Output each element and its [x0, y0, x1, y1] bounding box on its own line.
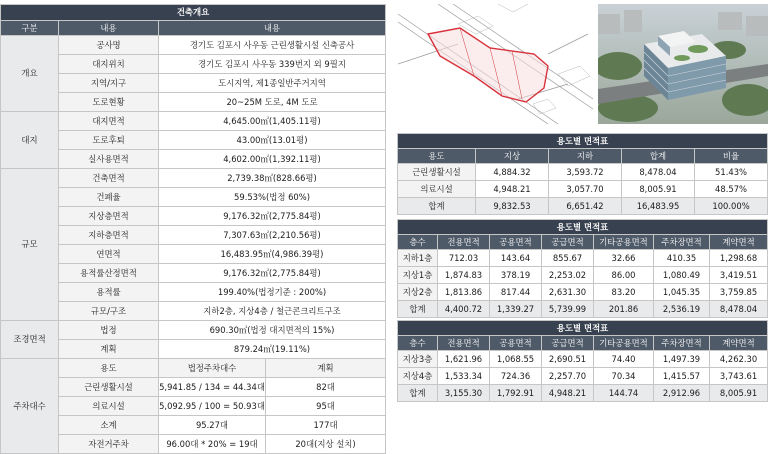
cell: 712.03	[438, 250, 490, 267]
total-row	[398, 385, 768, 402]
cell: 817.44	[490, 284, 542, 301]
row-value: 690.30㎡(법정 대지면적의 15%)	[159, 321, 386, 340]
cell: 4,948.21	[476, 181, 549, 198]
header-cell: 층수	[398, 235, 438, 250]
total-row	[398, 301, 768, 318]
cell: 1,792.91	[490, 385, 542, 402]
header-cell: 계약면적	[710, 235, 768, 250]
table-row	[398, 284, 768, 301]
cell: 74.40	[594, 351, 654, 368]
section-parking: 주차대수	[1, 359, 59, 454]
header-cell: 전용면적	[438, 336, 490, 351]
cell: 201.86	[594, 301, 654, 318]
row-value: 9,176.32㎡(2,775.84평)	[159, 207, 386, 226]
section-site: 대지	[1, 112, 59, 169]
cell: 4,948.21	[542, 385, 594, 402]
table-row	[398, 267, 768, 284]
table-row	[398, 351, 768, 368]
cell: 410.35	[654, 250, 710, 267]
row-value: 7,307.63㎡(2,210.56평)	[159, 226, 386, 245]
header-cell: 지상	[476, 149, 549, 164]
cell: 1,813.86	[438, 284, 490, 301]
row-value: 879.24㎡(19.11%)	[159, 340, 386, 359]
cell: 8,478.04	[710, 301, 768, 318]
cell: 3,593.72	[549, 164, 622, 181]
col-header-item: 내용	[59, 21, 159, 36]
parking-row-label: 의료시설	[59, 397, 159, 416]
header-cell: 공급면적	[542, 235, 594, 250]
row-value: 4,602.00㎡(1,392.11평)	[159, 150, 386, 169]
cell: 6,651.42	[549, 198, 622, 215]
table-row	[398, 368, 768, 385]
row-value: 59.53%(법정 60%)	[159, 188, 386, 207]
row-label: 실사용면적	[59, 150, 159, 169]
total-row	[398, 198, 768, 215]
cell: 3,419.51	[710, 267, 768, 284]
parking-row-legal: 95.27대	[159, 416, 266, 435]
cell: 1,533.34	[438, 368, 490, 385]
row-label: 지하층면적	[59, 226, 159, 245]
cell: 8,005.91	[622, 181, 695, 198]
parking-row-legal: 5,092.95 / 100 = 50.93대	[159, 397, 266, 416]
cell: 86.00	[594, 267, 654, 284]
cell: 1,497.39	[654, 351, 710, 368]
header-cell: 공용면적	[490, 235, 542, 250]
cell: 1,415.57	[654, 368, 710, 385]
row-label: 건폐율	[59, 188, 159, 207]
row-value: 20~25M 도로, 4M 도로	[159, 93, 386, 112]
row-label: 의료시설	[398, 181, 476, 198]
col-header-section: 구분	[1, 21, 59, 36]
parking-row-label: 근린생활시설	[59, 378, 159, 397]
row-value: 9,176.32㎡(2,775.84평)	[159, 264, 386, 283]
cell: 1,621.96	[438, 351, 490, 368]
cell: 48.57%	[695, 181, 768, 198]
row-label: 용적률산정면적	[59, 264, 159, 283]
parking-row-plan: 177대	[266, 416, 386, 435]
parking-row-legal: 5,941.85 / 134 = 44.34대	[159, 378, 266, 397]
row-label: 용적률	[59, 283, 159, 302]
header-cell: 주차장면적	[654, 336, 710, 351]
cell: 3,057.70	[549, 181, 622, 198]
cell: 144.74	[594, 385, 654, 402]
row-value: 4,645.00㎡(1,405.11평)	[159, 112, 386, 131]
row-label: 공사명	[59, 36, 159, 55]
cell: 83.20	[594, 284, 654, 301]
header-cell: 지하	[549, 149, 622, 164]
row-value: 2,739.38㎡(828.66평)	[159, 169, 386, 188]
header-cell: 기타공용면적	[594, 336, 654, 351]
row-label: 대지위치	[59, 55, 159, 74]
header-cell: 주차장면적	[654, 235, 710, 250]
parking-row-legal: 96.00대 * 20% = 19대	[159, 435, 266, 454]
header-cell: 층수	[398, 336, 438, 351]
table-row	[398, 181, 768, 198]
row-value: 43.00㎡(13.01평)	[159, 131, 386, 150]
cell: 4,400.72	[438, 301, 490, 318]
total-label: 합계	[398, 301, 438, 318]
cell: 51.43%	[695, 164, 768, 181]
header-cell: 공급면적	[542, 336, 594, 351]
parking-row-label: 자전거주차	[59, 435, 159, 454]
cell: 70.34	[594, 368, 654, 385]
total-label: 합계	[398, 385, 438, 402]
cell: 5,739.99	[542, 301, 594, 318]
cell: 1,339.27	[490, 301, 542, 318]
header-cell: 합계	[622, 149, 695, 164]
row-label: 대지면적	[59, 112, 159, 131]
parking-header-label: 용도	[59, 359, 159, 378]
row-label: 지상2층	[398, 284, 438, 301]
header-cell: 기타공용면적	[594, 235, 654, 250]
header-cell: 전용면적	[438, 235, 490, 250]
area-by-floor-table-2	[397, 320, 768, 402]
area-by-floor-table-1	[397, 219, 768, 318]
parking-row-label: 소계	[59, 416, 159, 435]
row-label: 지상층면적	[59, 207, 159, 226]
cell: 2,257.70	[542, 368, 594, 385]
cell: 2,631.30	[542, 284, 594, 301]
row-label: 지상3층	[398, 351, 438, 368]
cell: 1,045.35	[654, 284, 710, 301]
parking-row-plan: 20대(지상 설치)	[266, 435, 386, 454]
row-label: 도로후퇴	[59, 131, 159, 150]
area-by-floor-1-title: 용도별 면적표	[398, 220, 768, 235]
overview-title: 건축개요	[1, 5, 386, 21]
cell: 4,262.30	[710, 351, 768, 368]
cell: 4,884.32	[476, 164, 549, 181]
cell: 378.19	[490, 267, 542, 284]
cell: 1,874.83	[438, 267, 490, 284]
row-label: 지하1층	[398, 250, 438, 267]
row-label: 지역/지구	[59, 74, 159, 93]
table-row	[398, 164, 768, 181]
cell: 16,483.95	[622, 198, 695, 215]
row-value: 16,483.95㎡(4,986.39평)	[159, 245, 386, 264]
cell: 1,080.49	[654, 267, 710, 284]
cell: 2,536.19	[654, 301, 710, 318]
section-scale: 규모	[1, 169, 59, 321]
col-header-content: 내용	[159, 21, 386, 36]
aerial-building-rendering	[598, 4, 768, 124]
cell: 9,832.53	[476, 198, 549, 215]
cell: 32.66	[594, 250, 654, 267]
row-label: 도로현황	[59, 93, 159, 112]
row-label: 연면적	[59, 245, 159, 264]
section-landscape: 조경면적	[1, 321, 59, 359]
cell: 3,759.85	[710, 284, 768, 301]
parking-row-plan: 82대	[266, 378, 386, 397]
row-value: 경기도 김포시 사우동 근린생활시설 신축공사	[159, 36, 386, 55]
cell: 2,253.02	[542, 267, 594, 284]
site-plan-map	[398, 4, 593, 124]
parking-header-legal: 법정주차대수	[159, 359, 266, 378]
row-label: 지상1층	[398, 267, 438, 284]
building-overview-table	[0, 4, 386, 454]
parking-row-plan: 95대	[266, 397, 386, 416]
area-by-use-title: 용도별 면적표	[398, 134, 768, 149]
cell: 100.00%	[695, 198, 768, 215]
row-value: 경기도 김포시 사우동 339번지 외 9필지	[159, 55, 386, 74]
row-label: 지상4층	[398, 368, 438, 385]
row-label: 건축면적	[59, 169, 159, 188]
header-cell: 계약면적	[710, 336, 768, 351]
area-by-use-table	[397, 133, 768, 215]
cell: 3,155.30	[438, 385, 490, 402]
header-cell: 용도	[398, 149, 476, 164]
cell: 724.36	[490, 368, 542, 385]
row-label: 계획	[59, 340, 159, 359]
cell: 8,478.04	[622, 164, 695, 181]
header-cell: 공용면적	[490, 336, 542, 351]
row-label: 근린생활시설	[398, 164, 476, 181]
header-cell: 비율	[695, 149, 768, 164]
row-value: 도시지역, 제1종일반주거지역	[159, 74, 386, 93]
row-value: 199.40%(법정기준 : 200%)	[159, 283, 386, 302]
section-overview: 개요	[1, 36, 59, 112]
cell: 1,298.68	[710, 250, 768, 267]
cell: 855.67	[542, 250, 594, 267]
cell: 143.64	[490, 250, 542, 267]
table-row	[398, 250, 768, 267]
cell: 1,068.55	[490, 351, 542, 368]
cell: 2,912.96	[654, 385, 710, 402]
cell: 8,005.91	[710, 385, 768, 402]
area-by-floor-2-title: 용도별 면적표	[398, 321, 768, 336]
row-value: 지하2층, 지상4층 / 철근콘크리트구조	[159, 302, 386, 321]
row-label: 법정	[59, 321, 159, 340]
cell: 2,690.51	[542, 351, 594, 368]
total-label: 합계	[398, 198, 476, 215]
cell: 3,743.61	[710, 368, 768, 385]
row-label: 규모/구조	[59, 302, 159, 321]
parking-header-plan: 계획	[266, 359, 386, 378]
